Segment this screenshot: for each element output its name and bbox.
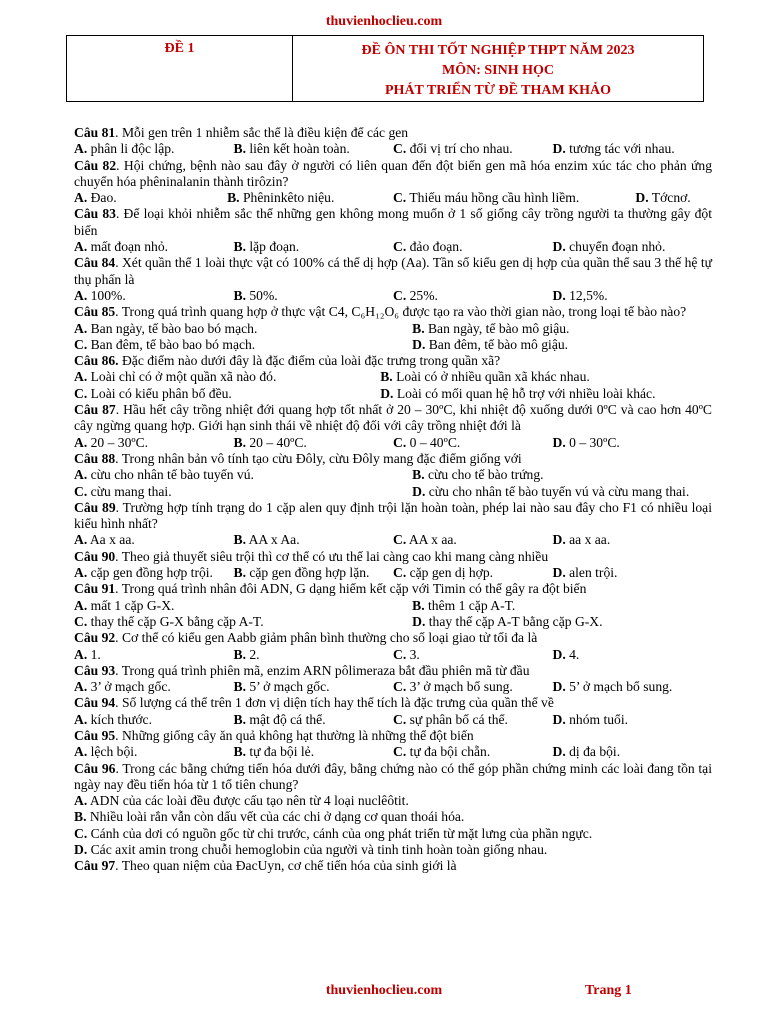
question-number: Câu 83 — [74, 206, 116, 222]
option-key: D. — [552, 565, 566, 581]
answer-option — [74, 712, 234, 728]
question-number: Câu 96 — [74, 760, 116, 776]
option-key: B. — [233, 646, 246, 662]
answer-option — [553, 141, 713, 157]
question-stem — [74, 663, 712, 679]
answer-option — [74, 288, 234, 304]
question-stem — [74, 858, 712, 874]
answer-option — [393, 190, 635, 206]
question-number: Câu 95 — [74, 727, 116, 743]
exam-code: ĐỀ 1 — [67, 36, 293, 101]
option-text: aa x aa. — [565, 532, 611, 548]
option-text: Đao. — [87, 190, 117, 206]
option-key: A. — [74, 711, 88, 727]
option-key: A. — [74, 793, 88, 809]
option-key: C. — [393, 287, 407, 303]
answer-option — [74, 744, 234, 760]
answer-option — [74, 842, 712, 858]
question-stem — [74, 500, 712, 533]
option-text: Cánh của dơi có nguồn gốc từ chi trước, cánh của ong phát triển từ mặt lưng của phần ngực. — [87, 825, 593, 841]
option-key: D. — [635, 190, 649, 206]
answer-option — [234, 744, 394, 760]
option-row — [74, 190, 712, 206]
option-key: A. — [74, 532, 88, 548]
question-stem — [74, 353, 712, 369]
answer-option — [553, 712, 713, 728]
option-text: thay thế cặp A-T bằng cặp G-X. — [425, 613, 603, 629]
option-key: D. — [552, 434, 566, 450]
question-number: Câu 84 — [74, 255, 116, 271]
answer-option — [393, 647, 553, 663]
question-text: . Trong nhân bản vô tính tạo cừu Đôly, cừu Đôly mang đặc điểm giống với — [115, 450, 522, 466]
option-text: Loài có ở nhiều quần xã khác nhau. — [392, 369, 590, 385]
option-key: B. — [233, 141, 246, 157]
option-key: D. — [552, 679, 566, 695]
question-list — [74, 125, 712, 875]
option-row — [74, 141, 712, 157]
option-text: 25%. — [406, 287, 438, 303]
option-text: 5’ ở mạch bổ sung. — [565, 679, 673, 695]
question-stem — [74, 630, 712, 646]
option-text: 20 – 30ºC. — [87, 434, 149, 450]
option-key: B. — [380, 369, 393, 385]
option-key: C. — [393, 532, 407, 548]
option-key: C. — [393, 434, 407, 450]
option-row — [74, 532, 712, 548]
question-number: Câu 87 — [74, 402, 116, 418]
option-key: C. — [74, 613, 88, 629]
question-stem — [74, 158, 712, 191]
question-text: Đặc điểm nào dưới đây là đặc điểm của loài đặc trưng trong quần xã? — [118, 353, 501, 369]
option-text: mất đoạn nhỏ. — [87, 239, 169, 255]
question-number: Câu 86. — [74, 353, 119, 369]
answer-option — [412, 467, 712, 483]
option-key: C. — [393, 711, 407, 727]
question-stem — [74, 125, 712, 141]
option-key: A. — [74, 646, 88, 662]
option-key: C. — [74, 336, 88, 352]
option-text: cặp gen đồng hợp lặn. — [245, 565, 370, 581]
option-text: Aa x aa. — [87, 532, 135, 548]
option-key: A. — [74, 141, 88, 157]
question-number: Câu 85 — [74, 304, 116, 320]
option-text: mất 1 cặp G-X. — [87, 597, 175, 613]
answer-option — [380, 369, 712, 385]
answer-option — [553, 435, 713, 451]
option-row — [74, 337, 712, 353]
answer-option — [234, 141, 394, 157]
option-text: 3’ ở mạch bổ sung. — [406, 679, 513, 695]
option-key: B. — [74, 809, 87, 825]
option-text: đảo đoạn. — [406, 239, 463, 255]
option-key: D. — [552, 646, 566, 662]
option-key: A. — [74, 467, 88, 483]
question-stem — [74, 451, 712, 467]
option-key: D. — [552, 744, 566, 760]
option-key: B. — [233, 532, 246, 548]
answer-option — [74, 532, 234, 548]
option-key: D. — [412, 336, 426, 352]
answer-option — [74, 809, 712, 825]
option-text: Phêninkêto niệu. — [239, 190, 335, 206]
option-text: 0 – 40ºC. — [406, 434, 461, 450]
option-text: cừu cho nhân tế bào tuyến vú. — [87, 467, 254, 483]
answer-option — [380, 386, 712, 402]
option-key: A. — [74, 190, 88, 206]
option-key: B. — [233, 287, 246, 303]
option-key: C. — [393, 565, 407, 581]
option-key: C. — [74, 483, 88, 499]
question-number: Câu 92 — [74, 630, 116, 646]
answer-option — [74, 467, 412, 483]
option-row — [74, 435, 712, 451]
option-key: A. — [74, 565, 88, 581]
option-key: B. — [412, 320, 425, 336]
option-text: mật độ cá thể. — [245, 711, 326, 727]
option-key: D. — [552, 287, 566, 303]
answer-option — [74, 565, 234, 581]
option-row — [74, 647, 712, 663]
option-key: A. — [74, 287, 88, 303]
answer-option — [393, 565, 553, 581]
exam-subject: MÔN: SINH HỌC — [442, 63, 554, 78]
option-key: B. — [412, 467, 425, 483]
question-number: Câu 93 — [74, 662, 116, 678]
site-watermark-top[interactable]: thuvienhoclieu.com — [325, 14, 443, 29]
option-key: A. — [74, 744, 88, 760]
question-number: Câu 88 — [74, 450, 116, 466]
option-key: D. — [412, 483, 426, 499]
answer-option — [74, 435, 234, 451]
option-key: D. — [552, 239, 566, 255]
answer-option — [393, 679, 553, 695]
answer-option — [74, 679, 234, 695]
option-text: Ban ngày, tế bào mô giậu. — [424, 320, 570, 336]
option-key: A. — [74, 434, 88, 450]
answer-option — [74, 614, 412, 630]
answer-option — [412, 598, 712, 614]
question-text: . Trường hợp tính trạng do 1 cặp alen quy định trội lặn hoàn toàn, phép lai nào sau đây cho F1 có nhiều loại kiểu hình nhất? — [74, 499, 712, 532]
option-row — [74, 369, 712, 385]
option-text: Nhiều loài rắn vẫn còn dấu vết của các chi ở dạng cơ quan thoái hóa. — [86, 809, 465, 825]
answer-option — [393, 744, 553, 760]
question-number: Câu 81 — [74, 125, 116, 140]
option-key: B. — [233, 711, 246, 727]
answer-option — [74, 337, 412, 353]
footer-site-link[interactable]: thuvienhoclieu.com — [325, 983, 443, 998]
option-key: C. — [393, 646, 407, 662]
option-key: B. — [233, 679, 246, 695]
question-text: . Cơ thể có kiểu gen Aabb giảm phân bình thường cho số loại giao tử tối đa là — [115, 630, 538, 646]
option-text: Loài có kiểu phân bố đều. — [87, 385, 232, 401]
option-key: B. — [233, 565, 246, 581]
option-text: Tớcnơ. — [648, 190, 691, 206]
option-row — [74, 598, 712, 614]
question-number: Câu 89 — [74, 499, 116, 515]
question-text: . Để loại khỏi nhiễm sắc thể những gen không mong muốn ở 1 số giống cây trồng người ta thường gây đột biến — [74, 206, 712, 238]
answer-option — [393, 288, 553, 304]
option-text: 100%. — [87, 287, 126, 303]
answer-option — [553, 239, 713, 255]
answer-option — [234, 435, 394, 451]
question-number: Câu 82 — [74, 157, 117, 173]
exam-subtitle: PHÁT TRIỂN TỪ ĐỀ THAM KHẢO — [385, 83, 611, 98]
answer-option — [393, 141, 553, 157]
option-row — [74, 239, 712, 255]
answer-option — [393, 435, 553, 451]
option-text: Loài có mối quan hệ hỗ trợ với nhiều loài khác. — [393, 385, 656, 401]
option-text: phân li độc lập. — [87, 141, 175, 157]
option-text: 3’ ở mạch gốc. — [87, 679, 171, 695]
answer-option — [553, 679, 713, 695]
answer-option — [553, 532, 713, 548]
option-row — [74, 467, 712, 483]
option-row — [74, 744, 712, 760]
answer-option — [553, 288, 713, 304]
option-key: C. — [74, 385, 88, 401]
option-text: Loài chỉ có ở một quần xã nào đó. — [87, 369, 277, 385]
question-text: . Theo giả thuyết siêu trội thì cơ thể có ưu thế lai càng cao khi mang càng nhiều — [115, 548, 549, 564]
option-text: Thiếu máu hồng cầu hình liềm. — [406, 190, 580, 206]
option-key: A. — [74, 369, 88, 385]
option-key: B. — [233, 434, 246, 450]
option-row — [74, 386, 712, 402]
answer-option — [234, 532, 394, 548]
option-text: lặp đoạn. — [245, 239, 300, 255]
option-key: C. — [393, 679, 407, 695]
question-text: . Theo quan niệm của ĐacUyn, cơ chế tiến hóa của sinh giới là — [115, 858, 457, 874]
option-text: Ban ngày, tế bào bao bó mạch. — [87, 320, 258, 336]
option-text: cừu cho nhân tế bào tuyến vú và cừu mang thai. — [425, 483, 690, 499]
answer-option — [412, 337, 712, 353]
answer-option — [234, 565, 394, 581]
answer-option — [74, 826, 712, 842]
option-text: 4. — [565, 646, 580, 662]
answer-option — [74, 647, 234, 663]
answer-option — [74, 793, 712, 809]
exam-title: ĐỀ ÔN THI TỐT NGHIỆP THPT NĂM 2023 — [361, 43, 635, 58]
question-text: . Trong quá trình nhân đôi ADN, G dạng hiếm kết cặp với Timin có thể gây ra đột biến — [115, 581, 587, 597]
answer-option — [635, 190, 712, 206]
answer-option — [553, 565, 713, 581]
question-text: . Xét quần thể 1 loài thực vật có 100% cá thể dị hợp (Aa). Tần số kiểu gen dị hợp của quần thể sau 3 thế hệ tự thụ phấn là — [74, 255, 712, 287]
option-text: 2. — [245, 646, 260, 662]
option-key: A. — [74, 597, 88, 613]
option-key: D. — [552, 711, 566, 727]
option-text: 5’ ở mạch gốc. — [245, 679, 330, 695]
answer-option — [553, 647, 713, 663]
question-number: Câu 97 — [74, 858, 116, 874]
question-number: Câu 90 — [74, 548, 116, 564]
question-stem — [74, 761, 712, 794]
question-stem — [74, 304, 712, 320]
answer-option — [234, 647, 394, 663]
answer-option — [74, 141, 234, 157]
option-row — [74, 288, 712, 304]
option-text: ADN của các loài đều được cấu tạo nên từ 4 loại nuclêôtit. — [87, 793, 409, 809]
option-text: AA x aa. — [406, 532, 457, 548]
page-number: Trang 1 — [585, 983, 632, 998]
option-text: Ban đêm, tế bào bao bó mạch. — [87, 336, 256, 352]
option-key: D. — [380, 385, 394, 401]
option-text: 50%. — [245, 287, 278, 303]
answer-option — [412, 321, 712, 337]
option-key: A. — [74, 320, 88, 336]
answer-option — [234, 712, 394, 728]
exam-header — [66, 35, 704, 102]
answer-option — [74, 369, 380, 385]
option-row — [74, 614, 712, 630]
option-key: C. — [74, 825, 88, 841]
answer-option — [412, 614, 712, 630]
option-key: C. — [393, 141, 407, 157]
option-key: D. — [74, 842, 88, 858]
answer-option — [412, 484, 712, 500]
option-text: cừu mang thai. — [87, 483, 172, 499]
option-text: thêm 1 cặp A-T. — [424, 597, 516, 613]
option-text: 0 – 30ºC. — [565, 434, 620, 450]
question-stem — [74, 695, 712, 711]
answer-option — [227, 190, 393, 206]
option-row — [74, 321, 712, 337]
question-stem — [74, 581, 712, 597]
option-text: AA x Aa. — [245, 532, 300, 548]
option-key: B. — [227, 190, 240, 206]
page-footer — [0, 983, 768, 1003]
option-key: C. — [393, 239, 407, 255]
question-text: . Những giống cây ăn quả không hạt thường là những thể đột biến — [115, 727, 474, 743]
option-text: dị đa bội. — [565, 744, 621, 760]
question-stem — [74, 549, 712, 565]
option-text: 12,5%. — [565, 287, 608, 303]
option-row — [74, 679, 712, 695]
answer-option — [393, 712, 553, 728]
question-text: . Trong quá trình phiên mã, enzim ARN pôlimeraza bắt đầu phiên mã từ đầu — [115, 662, 530, 678]
option-text: tự đa bội chẵn. — [406, 744, 491, 760]
question-text: . Hội chứng, bệnh nào sau đây ở người có liên quan đến đột biến gen mã hóa enzim xúc tác cho phản ứng chuyển hóa phêninalanin thành tirôzin? — [74, 157, 712, 189]
answer-option — [74, 598, 412, 614]
answer-option — [553, 744, 713, 760]
option-key: C. — [393, 744, 407, 760]
answer-option — [74, 190, 227, 206]
option-text: 20 – 40ºC. — [245, 434, 307, 450]
option-text: chuyển đoạn nhỏ. — [565, 239, 666, 255]
option-text: liên kết hoàn toàn. — [245, 141, 350, 157]
option-key: B. — [412, 597, 425, 613]
option-text: 1. — [87, 646, 101, 662]
answer-option — [393, 239, 553, 255]
option-key: C. — [392, 190, 407, 206]
question-text: . Số lượng cá thể trên 1 đơn vị diện tích hay thể tích là đặc trưng của quần thể về — [115, 695, 554, 711]
option-text: alen trội. — [565, 565, 618, 581]
question-number: Câu 94 — [74, 695, 116, 711]
option-key: B. — [233, 239, 246, 255]
option-key: D. — [552, 141, 566, 157]
question-number: Câu 91 — [74, 581, 116, 597]
option-key: D. — [412, 613, 426, 629]
option-row — [74, 484, 712, 500]
question-text: . Hầu hết cây trồng nhiệt đới quang hợp tốt nhất ở 20 – 30ºC, khi nhiệt độ xuống dưới 0ºC và cao hơn 40ºC cây ngừng quang hợp. Giới hạn sinh thái về nhiệt độ đối với cây trồng nhiệt đới là — [74, 402, 712, 434]
option-text: cừu cho tế bào trứng. — [424, 467, 544, 483]
question-text: . Trong quá trình quang hợp ở thực vật C4, C₆H₁₂O₆ được tạo ra vào thời gian nào, trong loại tế bào nào? — [115, 304, 687, 320]
answer-option — [234, 239, 394, 255]
answer-option — [74, 386, 380, 402]
option-text: cặp gen đồng hợp trội. — [87, 565, 213, 581]
answer-option — [234, 679, 394, 695]
option-key: D. — [552, 532, 566, 548]
option-text: cặp gen dị hợp. — [406, 565, 494, 581]
option-text: 3. — [406, 646, 420, 662]
option-text: Các axit amin trong chuỗi hemoglobin của người và tinh tinh hoàn toàn giống nhau. — [87, 842, 548, 858]
answer-option — [234, 288, 394, 304]
option-row — [74, 565, 712, 581]
option-text: Ban đêm, tế bào mô giậu. — [425, 336, 569, 352]
exam-title-block — [293, 36, 703, 101]
question-text: . Mỗi gen trên 1 nhiễm sắc thể là điều kiện để các gen — [115, 125, 409, 140]
answer-option — [74, 484, 412, 500]
option-text: tự đa bội lẻ. — [245, 744, 315, 760]
option-text: thay thế cặp G-X bằng cặp A-T. — [87, 613, 264, 629]
option-key: A. — [74, 239, 88, 255]
option-row — [74, 712, 712, 728]
question-text: . Trong các bằng chứng tiến hóa dưới đây, bằng chứng nào có thể góp phần chứng minh các loài đang tồn tại ngày nay đều tiến hóa từ 1 tổ tiên chung? — [74, 760, 712, 792]
answer-option — [74, 239, 234, 255]
question-stem — [74, 402, 712, 435]
option-text: tương tác với nhau. — [565, 141, 675, 157]
option-key: A. — [74, 679, 88, 695]
answer-option — [393, 532, 553, 548]
answer-option — [74, 321, 412, 337]
question-stem — [74, 255, 712, 288]
option-text: đổi vị trí cho nhau. — [406, 141, 513, 157]
option-text: nhóm tuổi. — [565, 711, 629, 727]
option-key: B. — [233, 744, 246, 760]
option-text: sự phân bố cá thể. — [406, 711, 508, 727]
question-stem — [74, 206, 712, 239]
option-text: lệch bội. — [87, 744, 138, 760]
question-stem — [74, 728, 712, 744]
option-text: kích thước. — [87, 711, 152, 727]
